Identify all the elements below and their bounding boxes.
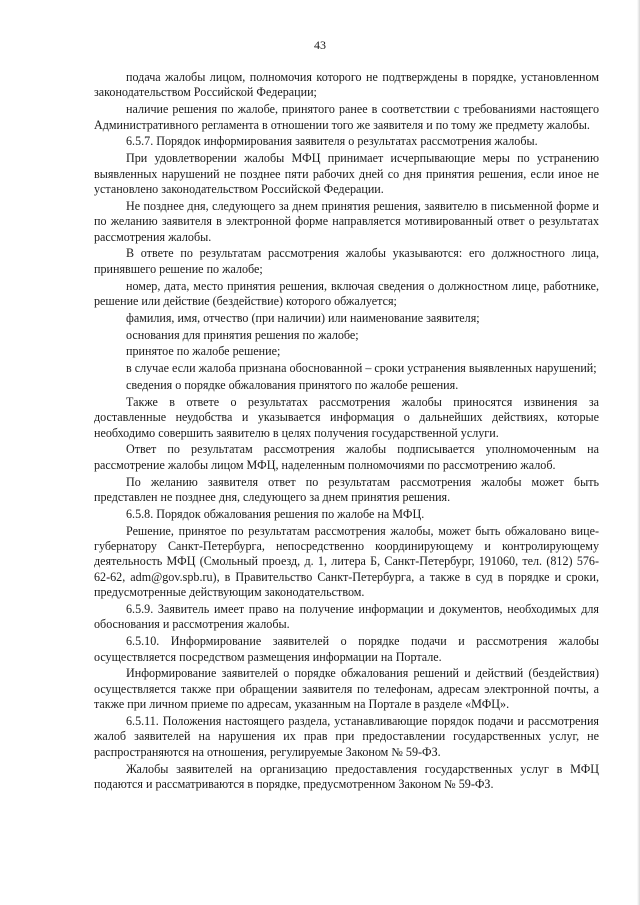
paragraph: 6.5.9. Заявитель имеет право на получение информации и документов, необходимых для обоснования и рассмотрения жалобы.: [94, 602, 599, 632]
paragraph: При удовлетворении жалобы МФЦ принимает исчерпывающие меры по устранению выявленных нарушений не позднее пяти рабочих дней со дня принятия решения, если иное не установлено законодательством Российской Федерации.: [94, 151, 599, 197]
paragraph: 6.5.8. Порядок обжалования решения по жалобе на МФЦ.: [126, 506, 425, 521]
paragraph: 6.5.7. Порядок информирования заявителя о результатах рассмотрения жалобы.: [126, 134, 538, 149]
paragraph: Также в ответе о результатах рассмотрения жалобы приносятся извинения за доставленные неудобства и указывается информация о дальнейших действиях, которые необходимо совершить заявителю в целях получения государственной услуги.: [94, 394, 599, 440]
paragraph: номер, дата, место принятия решения, включая сведения о должностном лице, работнике, решение или действие (бездействие) которого обжалуется;: [94, 278, 599, 309]
paragraph: наличие решения по жалобе, принятого ранее в соответствии с требованиями настоящего Административного регламента в отношении того же заявителя и по тому же предмету жалобы.: [94, 102, 599, 132]
paragraph: 6.5.10. Информирование заявителей о порядке подачи и рассмотрения жалобы осуществляется посредством размещения информации на Портале.: [94, 634, 599, 664]
paragraph: Не позднее дня, следующего за днем принятия решения, заявителю в письменной форме и по желанию заявителя в электронной форме направляется мотивированный ответ о результатах рассмотрения жалобы.: [94, 198, 599, 244]
page-number: 43: [314, 38, 326, 52]
paragraph: основания для принятия решения по жалобе;: [126, 327, 359, 342]
paragraph: Решение, принятое по результатам рассмотрения жалобы, может быть обжаловано вице-губернатору Санкт-Петербурга, непосредственно координирующему и контролирующему деятельность МФЦ (Смольный проезд, д. 1, литера Б, Санкт-Петербург, 191060, тел. (812) 576-62-62, adm@gov.spb.ru), в Правительство Санкт-Петербурга, а также в суд в порядке и сроки, предусмотренные действующим законодательством.: [94, 523, 599, 600]
paragraph: фамилия, имя, отчество (при наличии) или наименование заявителя;: [126, 310, 480, 325]
paragraph: принятое по жалобе решение;: [126, 344, 281, 359]
paragraph: Жалобы заявителей на организацию предоставления государственных услуг в МФЦ подаются и рассматриваются в порядке, предусмотренном Законом № 59-ФЗ.: [94, 761, 599, 792]
paragraph: Ответ по результатам рассмотрения жалобы подписывается уполномоченным на рассмотрение жалобы лицом МФЦ, наделенным полномочиями по рассмотрению жалоб.: [94, 442, 599, 472]
paragraph: подача жалобы лицом, полномочия которого не подтверждены в порядке, установленном законодательством Российской Федерации;: [94, 70, 599, 100]
paragraph: в случае если жалоба признана обоснованной – сроки устранения выявленных нарушений;: [126, 361, 597, 376]
paragraph: 6.5.11. Положения настоящего раздела, устанавливающие порядок подачи и рассмотрения жалоб заявителей на нарушения их прав при предоставлении государственных услуг, не распространяются на отношения, регулируемые Законом № 59-ФЗ.: [94, 714, 599, 759]
paragraph: По желанию заявителя ответ по результатам рассмотрения жалобы может быть представлен не позднее дня, следующего за днем принятия решения.: [94, 474, 599, 505]
document-body: [94, 70, 599, 794]
paragraph: сведения о порядке обжалования принятого по жалобе решения.: [126, 378, 459, 393]
paragraph: Информирование заявителей о порядке обжалования решений и действий (бездействия) осуществляется также при обращении заявителя по телефонам, адресам электронной почты, а также при личном приеме по адресам, указанным на Портале в разделе «МФЦ».: [94, 666, 599, 712]
paragraph: В ответе по результатам рассмотрения жалобы указываются: его должностного лица, принявшего решение по жалобе;: [94, 246, 599, 276]
